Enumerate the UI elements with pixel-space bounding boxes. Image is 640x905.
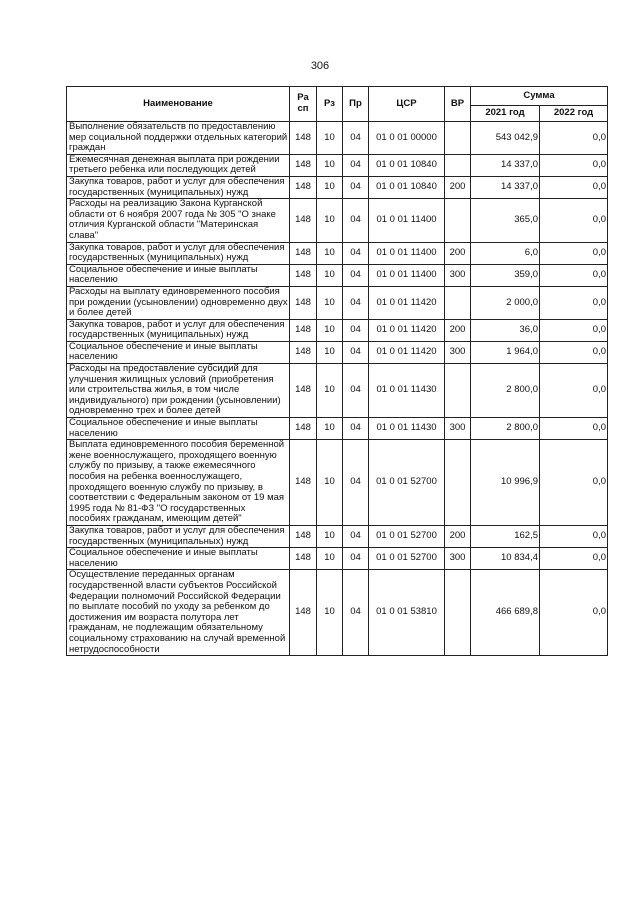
row-pr: 04 bbox=[343, 319, 369, 341]
row-ra: 148 bbox=[290, 122, 317, 155]
row-rz: 10 bbox=[317, 199, 343, 242]
row-rz: 10 bbox=[317, 286, 343, 319]
row-sum-2021: 14 337,0 bbox=[471, 154, 540, 176]
row-sum-2022: 0,0 bbox=[540, 286, 608, 319]
row-csr: 01 0 01 11420 bbox=[369, 286, 445, 319]
row-sum-2022: 0,0 bbox=[540, 525, 608, 547]
row-ra: 148 bbox=[290, 154, 317, 176]
row-pr: 04 bbox=[343, 364, 369, 418]
row-csr: 01 0 01 00000 bbox=[369, 122, 445, 155]
row-name: Выполнение обязательств по предоставлению мер социальной поддержки отдельных категорий граждан bbox=[67, 122, 290, 155]
header-pr: Пр bbox=[343, 87, 369, 122]
table-row bbox=[67, 548, 608, 570]
row-vr: 200 bbox=[445, 319, 471, 341]
table-row bbox=[67, 122, 608, 155]
table-row bbox=[67, 176, 608, 198]
header-name: Наименование bbox=[67, 87, 290, 122]
row-sum-2021: 10 996,9 bbox=[471, 440, 540, 526]
row-csr: 01 0 01 11400 bbox=[369, 199, 445, 242]
table-row bbox=[67, 286, 608, 319]
page-number: 306 bbox=[310, 60, 330, 72]
table-row bbox=[67, 264, 608, 286]
row-sum-2021: 543 042,9 bbox=[471, 122, 540, 155]
row-ra: 148 bbox=[290, 525, 317, 547]
row-sum-2021: 466 689,8 bbox=[471, 570, 540, 656]
row-sum-2021: 365,0 bbox=[471, 199, 540, 242]
row-vr: 300 bbox=[445, 341, 471, 363]
row-sum-2021: 14 337,0 bbox=[471, 176, 540, 198]
row-pr: 04 bbox=[343, 154, 369, 176]
row-ra: 148 bbox=[290, 286, 317, 319]
row-rz: 10 bbox=[317, 242, 343, 264]
row-csr: 01 0 01 52700 bbox=[369, 525, 445, 547]
row-csr: 01 0 01 11430 bbox=[369, 364, 445, 418]
table-body bbox=[67, 122, 608, 656]
row-pr: 04 bbox=[343, 418, 369, 440]
row-csr: 01 0 01 10840 bbox=[369, 176, 445, 198]
row-rz: 10 bbox=[317, 525, 343, 547]
row-name: Расходы на выплату единовременного пособия при рождении (усыновлении) одновременно двух и более детей bbox=[67, 286, 290, 319]
row-csr: 01 0 01 53810 bbox=[369, 570, 445, 656]
row-pr: 04 bbox=[343, 570, 369, 656]
row-sum-2021: 6,0 bbox=[471, 242, 540, 264]
row-csr: 01 0 01 11430 bbox=[369, 418, 445, 440]
row-sum-2022: 0,0 bbox=[540, 548, 608, 570]
row-pr: 04 bbox=[343, 440, 369, 526]
row-sum-2022: 0,0 bbox=[540, 418, 608, 440]
row-rz: 10 bbox=[317, 176, 343, 198]
row-name: Расходы на предоставление субсидий для улучшения жилищных условий (приобретения или строительства жилья, в том числе индивидуального) при рождении (усыновлении) одновременно трех и более детей bbox=[67, 364, 290, 418]
row-rz: 10 bbox=[317, 154, 343, 176]
row-vr bbox=[445, 570, 471, 656]
table-row bbox=[67, 525, 608, 547]
row-pr: 04 bbox=[343, 286, 369, 319]
row-sum-2022: 0,0 bbox=[540, 176, 608, 198]
row-vr: 300 bbox=[445, 264, 471, 286]
row-csr: 01 0 01 10840 bbox=[369, 154, 445, 176]
row-name: Закупка товаров, работ и услуг для обеспечения государственных (муниципальных) нужд bbox=[67, 176, 290, 198]
row-rz: 10 bbox=[317, 122, 343, 155]
row-ra: 148 bbox=[290, 242, 317, 264]
row-name: Социальное обеспечение и иные выплаты населению bbox=[67, 341, 290, 363]
row-csr: 01 0 01 11420 bbox=[369, 341, 445, 363]
row-ra: 148 bbox=[290, 570, 317, 656]
row-ra: 148 bbox=[290, 319, 317, 341]
row-csr: 01 0 01 11420 bbox=[369, 319, 445, 341]
row-rz: 10 bbox=[317, 341, 343, 363]
row-vr: 200 bbox=[445, 176, 471, 198]
row-sum-2022: 0,0 bbox=[540, 199, 608, 242]
row-ra: 148 bbox=[290, 548, 317, 570]
row-pr: 04 bbox=[343, 548, 369, 570]
row-rz: 10 bbox=[317, 570, 343, 656]
row-pr: 04 bbox=[343, 176, 369, 198]
row-sum-2021: 2 800,0 bbox=[471, 418, 540, 440]
row-sum-2022: 0,0 bbox=[540, 154, 608, 176]
row-sum-2022: 0,0 bbox=[540, 122, 608, 155]
table-row bbox=[67, 418, 608, 440]
row-rz: 10 bbox=[317, 264, 343, 286]
row-vr: 200 bbox=[445, 242, 471, 264]
row-pr: 04 bbox=[343, 242, 369, 264]
row-csr: 01 0 01 52700 bbox=[369, 548, 445, 570]
row-vr bbox=[445, 154, 471, 176]
row-pr: 04 bbox=[343, 122, 369, 155]
row-ra: 148 bbox=[290, 341, 317, 363]
row-name: Закупка товаров, работ и услуг для обеспечения государственных (муниципальных) нужд bbox=[67, 525, 290, 547]
row-name: Закупка товаров, работ и услуг для обеспечения государственных (муниципальных) нужд bbox=[67, 242, 290, 264]
row-ra: 148 bbox=[290, 418, 317, 440]
row-pr: 04 bbox=[343, 525, 369, 547]
row-vr bbox=[445, 199, 471, 242]
row-ra: 148 bbox=[290, 440, 317, 526]
header-sum: Сумма bbox=[471, 87, 608, 106]
table-row bbox=[67, 341, 608, 363]
row-sum-2022: 0,0 bbox=[540, 570, 608, 656]
row-sum-2021: 1 964,0 bbox=[471, 341, 540, 363]
row-pr: 04 bbox=[343, 199, 369, 242]
table-row bbox=[67, 154, 608, 176]
table-row bbox=[67, 570, 608, 656]
row-vr bbox=[445, 364, 471, 418]
row-pr: 04 bbox=[343, 264, 369, 286]
row-ra: 148 bbox=[290, 264, 317, 286]
row-csr: 01 0 01 11400 bbox=[369, 242, 445, 264]
row-ra: 148 bbox=[290, 199, 317, 242]
row-sum-2022: 0,0 bbox=[540, 440, 608, 526]
row-csr: 01 0 01 52700 bbox=[369, 440, 445, 526]
table-row bbox=[67, 364, 608, 418]
row-sum-2022: 0,0 bbox=[540, 319, 608, 341]
header-csr: ЦСР bbox=[369, 87, 445, 122]
header-ra: Ра сп bbox=[290, 87, 317, 122]
budget-table bbox=[66, 86, 608, 656]
row-ra: 148 bbox=[290, 364, 317, 418]
table-row bbox=[67, 440, 608, 526]
row-name: Социальное обеспечение и иные выплаты населению bbox=[67, 264, 290, 286]
row-name: Социальное обеспечение и иные выплаты населению bbox=[67, 548, 290, 570]
row-rz: 10 bbox=[317, 440, 343, 526]
row-sum-2021: 162,5 bbox=[471, 525, 540, 547]
row-sum-2021: 10 834,4 bbox=[471, 548, 540, 570]
row-name: Социальное обеспечение и иные выплаты населению bbox=[67, 418, 290, 440]
row-vr: 200 bbox=[445, 525, 471, 547]
row-csr: 01 0 01 11400 bbox=[369, 264, 445, 286]
row-name: Расходы на реализацию Закона Курганской области от 6 ноября 2007 года № 305 "О знаке отличия Курганской области "Материнская слава" bbox=[67, 199, 290, 242]
row-sum-2021: 2 000,0 bbox=[471, 286, 540, 319]
header-2022: 2022 год bbox=[540, 106, 608, 122]
row-rz: 10 bbox=[317, 418, 343, 440]
row-pr: 04 bbox=[343, 341, 369, 363]
row-name: Осуществление переданных органам государственной власти субъектов Российской Федерации полномочий Российской Федерации по выплате пособий по уходу за ребенком до достижения им возраста полутора лет гражданам, не подлежащим обязательному социальному страхованию на случай временной нетрудоспособности bbox=[67, 570, 290, 656]
row-rz: 10 bbox=[317, 548, 343, 570]
row-sum-2021: 359,0 bbox=[471, 264, 540, 286]
row-vr bbox=[445, 286, 471, 319]
row-name: Ежемесячная денежная выплата при рождении третьего ребенка или последующих детей bbox=[67, 154, 290, 176]
row-sum-2022: 0,0 bbox=[540, 264, 608, 286]
row-sum-2021: 36,0 bbox=[471, 319, 540, 341]
table-row bbox=[67, 242, 608, 264]
row-name: Выплата единовременного пособия беременной жене военнослужащего, проходящего военную службу по призыву, а также ежемесячного пособия на ребенка военнослужащего, проходящего военную службу по призыву, в соответствии с Федеральным законом от 19 мая 1995 года № 81-ФЗ "О государственных пособиях гражданам, имеющим детей" bbox=[67, 440, 290, 526]
row-vr: 300 bbox=[445, 548, 471, 570]
header-rz: Рз bbox=[317, 87, 343, 122]
row-sum-2022: 0,0 bbox=[540, 341, 608, 363]
row-sum-2022: 0,0 bbox=[540, 242, 608, 264]
row-sum-2021: 2 800,0 bbox=[471, 364, 540, 418]
row-vr bbox=[445, 122, 471, 155]
row-name: Закупка товаров, работ и услуг для обеспечения государственных (муниципальных) нужд bbox=[67, 319, 290, 341]
table-row bbox=[67, 199, 608, 242]
row-sum-2022: 0,0 bbox=[540, 364, 608, 418]
row-rz: 10 bbox=[317, 364, 343, 418]
header-2021: 2021 год bbox=[471, 106, 540, 122]
row-vr: 300 bbox=[445, 418, 471, 440]
table-row bbox=[67, 319, 608, 341]
row-vr bbox=[445, 440, 471, 526]
row-ra: 148 bbox=[290, 176, 317, 198]
header-vr: ВР bbox=[445, 87, 471, 122]
row-rz: 10 bbox=[317, 319, 343, 341]
